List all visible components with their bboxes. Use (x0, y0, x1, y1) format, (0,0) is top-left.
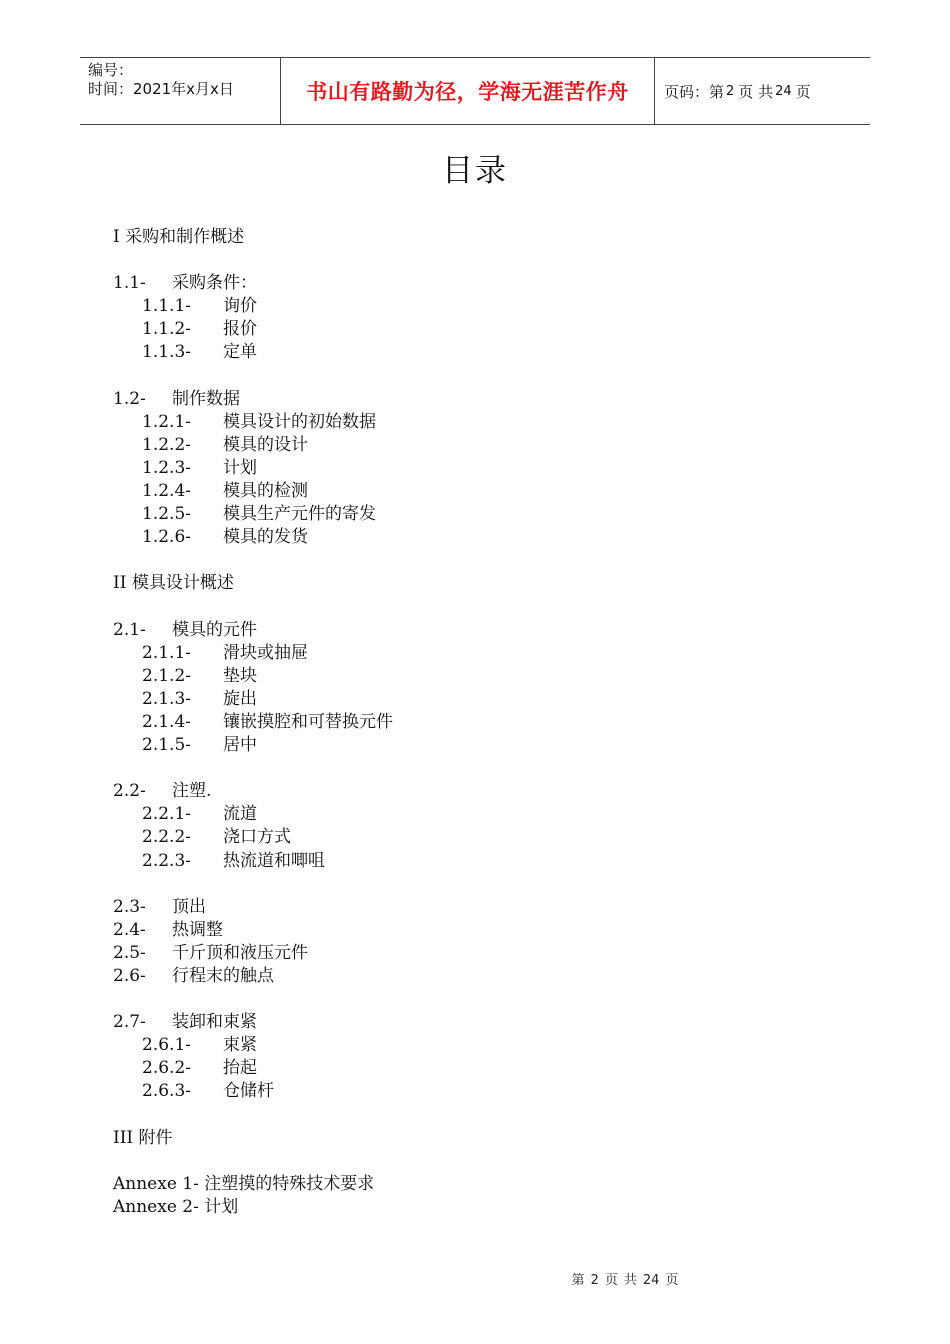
toc-subentry-text: 热流道和唧咀 (223, 850, 325, 871)
toc-subentry-text: 旋出 (223, 688, 257, 709)
toc-entry-number: 2.2- (113, 781, 146, 802)
toc-entry-text: 热调整 (172, 919, 223, 940)
toc-subentry-number: 1.2.4- (142, 481, 191, 502)
toc-entry-text: 顶出 (172, 896, 206, 917)
toc-subentry-text: 镶嵌摸腔和可替换元件 (223, 711, 393, 732)
toc-subentry-text: 报价 (223, 319, 257, 340)
toc-annex-text: Annexe 2- 计划 (113, 1196, 239, 1217)
toc-subentry-text: 计划 (223, 457, 257, 478)
toc-entry-text: 行程末的触点 (172, 966, 274, 986)
toc-subentry-number: 2.6.3- (142, 1081, 191, 1102)
toc-subentry-text: 垫块 (223, 665, 257, 686)
toc-subentry-number: 2.1.3- (142, 688, 191, 709)
toc-subentry-number: 2.2.2- (142, 827, 191, 848)
toc-entry-text: 注塑. (172, 781, 212, 802)
toc-entry-number: 1.2- (113, 388, 146, 409)
toc-subentry-number: 2.6.2- (142, 1058, 191, 1079)
footer-page-total: 24 (642, 1273, 660, 1288)
toc-subentry-number: 2.1.5- (142, 735, 191, 756)
header-motto: 书山有路勤为径，学海无涯苦作舟 (281, 58, 655, 124)
toc-subentry-text: 抬起 (223, 1058, 257, 1079)
toc-subentry-text: 流道 (223, 804, 257, 825)
toc-entry-number: 1.1- (113, 273, 146, 294)
toc-heading-text: III 附件 (113, 1127, 173, 1148)
page-current: 2 (726, 83, 735, 99)
toc-subentry-number: 1.2.2- (142, 434, 191, 455)
toc-subentry-number: 2.1.2- (142, 665, 191, 686)
toc-entry-text: 千斤顶和液压元件 (172, 942, 308, 963)
toc-subentry-text: 模具生产元件的寄发 (223, 504, 376, 525)
toc-subentry-number: 2.2.3- (142, 850, 191, 871)
toc-entry-number: 2.1- (113, 619, 146, 640)
toc-subentry-text: 模具的设计 (223, 434, 308, 455)
toc-subentry-text: 定单 (223, 342, 257, 363)
toc-subentry-number: 1.2.6- (142, 527, 191, 548)
toc-subentry-number: 1.2.3- (142, 457, 191, 478)
toc-entry-number: 2.7- (113, 1012, 146, 1033)
toc-entry-text: 模具的元件 (172, 619, 257, 640)
toc-subentry-text: 模具设计的初始数据 (223, 411, 376, 432)
footer-page-current: 2 (590, 1273, 599, 1288)
toc-subentry-text: 仓储杆 (223, 1081, 274, 1102)
toc-entry-number: 2.6- (113, 966, 146, 986)
footer-mid: 页 (604, 1273, 618, 1288)
toc-subentry-number: 1.2.5- (142, 504, 191, 525)
toc-entry-number: 2.3- (113, 896, 146, 917)
page-mid: 页 共 (738, 82, 774, 101)
toc-subentry-number: 2.2.1- (142, 804, 191, 825)
page-suffix: 页 (795, 82, 811, 101)
footer-suffix: 页 (665, 1273, 679, 1288)
page-header (80, 57, 870, 125)
page-total: 24 (775, 83, 792, 99)
toc-entry-number: 2.4- (113, 919, 146, 940)
toc-subentry-number: 1.1.1- (142, 296, 191, 317)
toc-subentry-number: 1.1.2- (142, 319, 191, 340)
toc-entry-text: 采购条件： (172, 273, 257, 294)
toc-heading-text: I 采购和制作概述 (113, 227, 245, 247)
toc-subentry-text: 束紧 (223, 1035, 257, 1056)
toc-subentry-text: 模具的发货 (223, 527, 308, 548)
page-prefix: 页码：第 (664, 82, 725, 101)
page-footer (0, 1269, 950, 1288)
toc-entry-text: 制作数据 (172, 388, 240, 409)
toc-annex-text: Annexe 1- 注塑摸的特殊技术要求 (113, 1173, 375, 1194)
toc-subentry-number: 1.2.1- (142, 411, 191, 432)
toc-subentry-text: 模具的检测 (223, 481, 308, 502)
toc-subentry-number: 2.6.1- (142, 1035, 191, 1056)
toc-subentry-number: 2.1.4- (142, 711, 191, 732)
toc-entry-number: 2.5- (113, 942, 146, 963)
footer-total-prefix: 共 (623, 1273, 637, 1288)
toc-subentry-text: 滑块或抽屉 (223, 642, 308, 663)
toc-subentry-number: 1.1.3- (142, 342, 191, 363)
footer-prefix: 第 (571, 1273, 585, 1288)
toc-subentry-text: 浇口方式 (223, 827, 291, 848)
toc-subentry-text: 询价 (223, 296, 257, 317)
document-number-label: 编号： (88, 61, 134, 79)
page-title: 目录 (442, 153, 508, 189)
header-meta (80, 58, 281, 124)
header-page-indicator (655, 58, 870, 124)
document-time-label: 时间：2021年x月x日 (88, 80, 234, 98)
toc-subentry-number: 2.1.1- (142, 642, 191, 663)
toc-entry-text: 装卸和束紧 (172, 1012, 257, 1033)
toc-subentry-text: 居中 (223, 735, 257, 756)
toc-heading-text: II 模具设计概述 (113, 573, 234, 594)
